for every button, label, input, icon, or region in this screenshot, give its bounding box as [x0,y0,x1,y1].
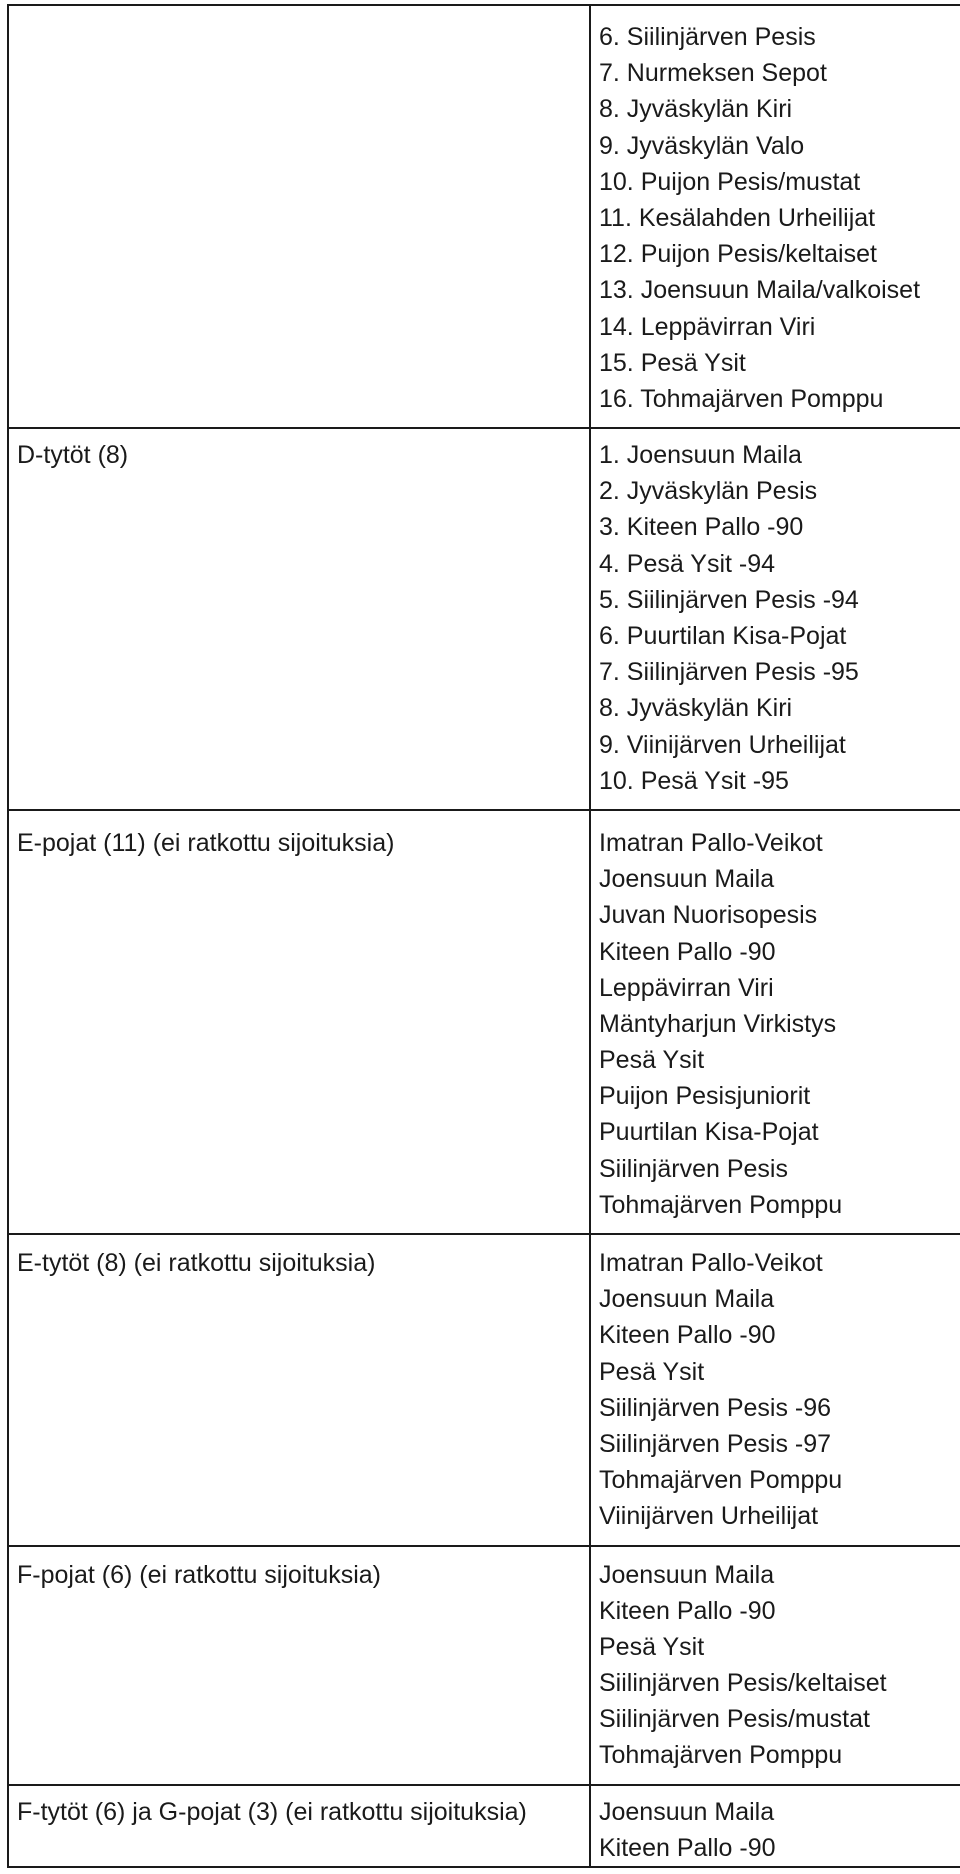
list-item: Kiteen Pallo -90 [599,937,776,966]
category-cell [8,1785,590,1867]
list-item: 10. Pesä Ysit -95 [599,766,789,795]
list-item: Imatran Pallo-Veikot [599,828,823,857]
list-item: Mäntyharjun Virkistys [599,1009,837,1038]
list-item: Tohmajärven Pomppu [599,1466,843,1495]
list-item: Joensuun Maila [599,1797,775,1826]
list-item: Joensuun Maila [599,1560,775,1589]
list-item: 6. Puurtilan Kisa-Pojat [599,622,847,650]
team-list [599,1245,960,1535]
table-row [8,810,960,1234]
category-label: E-tytöt (8) (ei ratkottu sijoituksia) [17,1249,376,1277]
list-item: 12. Puijon Pesis/keltaiset [599,240,877,269]
list-item: Siilinjärven Pesis/mustat [599,1705,870,1734]
list-item: Joensuun Maila [599,865,775,894]
category-cell [8,1546,590,1785]
category-cell [8,428,590,810]
list-item: 8. Jyväskylän Kiri [599,694,793,723]
teams-cell [590,1546,960,1785]
category-label: E-pojat (11) (ei ratkottu sijoituksia) [17,828,395,857]
table-row [8,5,960,428]
team-list [599,19,960,417]
teams-cell [590,1234,960,1546]
list-item: 13. Joensuun Maila/valkoiset [599,276,921,305]
list-item: 10. Puijon Pesis/mustat [599,167,861,196]
results-table-body [8,5,960,1867]
category-label: F-tytöt (6) ja G-pojat (3) (ei ratkottu sijoituksia) [17,1797,527,1826]
list-item: 1. Joensuun Maila [599,441,802,470]
list-item: Kiteen Pallo -90 [599,1596,776,1625]
list-item: Siilinjärven Pesis/keltaiset [599,1669,887,1698]
list-item: 3. Kiteen Pallo -90 [599,513,804,542]
teams-cell [590,810,960,1234]
list-item: 5. Siilinjärven Pesis -94 [599,585,859,614]
list-item: Pesä Ysit [599,1357,705,1386]
teams-cell [590,428,960,810]
list-item: 2. Jyväskylän Pesis [599,477,818,506]
list-item: Puurtilan Kisa-Pojat [599,1118,819,1147]
list-item: Joensuun Maila [599,1285,775,1314]
teams-cell [590,1785,960,1867]
list-item: 4. Pesä Ysit -94 [599,549,776,578]
list-item: 9. Jyväskylän Valo [599,131,805,160]
list-item: Imatran Pallo-Veikot [599,1249,823,1277]
list-item: Kiteen Pallo -90 [599,1321,776,1350]
list-item: 8. Jyväskylän Kiri [599,95,793,124]
team-list [599,437,960,799]
category-label: F-pojat (6) (ei ratkottu sijoituksia) [17,1560,382,1589]
list-item: Puijon Pesisjuniorit [599,1082,811,1111]
list-item: Tohmajärven Pomppu [599,1190,843,1219]
category-label: D-tytöt (8) [17,441,129,470]
list-item: Viinijärven Urheilijat [599,1502,819,1531]
table-row [8,1785,960,1867]
list-item: Kiteen Pallo -90 [599,1833,776,1862]
results-table [7,4,960,1868]
list-item: Tohmajärven Pomppu [599,1741,843,1770]
list-item: Leppävirran Viri [599,973,774,1002]
list-item: Siilinjärven Pesis [599,1154,788,1183]
team-list [599,825,960,1223]
team-list [599,1794,960,1866]
list-item: 6. Siilinjärven Pesis [599,23,816,51]
table-row [8,1546,960,1785]
category-cell [8,1234,590,1546]
list-item: Juvan Nuorisopesis [599,901,818,930]
category-cell [8,5,590,428]
list-item: 7. Nurmeksen Sepot [599,59,827,88]
list-item: Pesä Ysit [599,1632,705,1661]
list-item: 11. Kesälahden Urheilijat [599,203,876,232]
category-cell [8,810,590,1234]
list-item: Pesä Ysit [599,1046,705,1075]
list-item: 14. Leppävirran Viri [599,312,816,341]
list-item: 9. Viinijärven Urheilijat [599,730,846,759]
table-row [8,428,960,810]
list-item: 15. Pesä Ysit [599,348,746,377]
list-item: 7. Siilinjärven Pesis -95 [599,658,859,687]
list-item: Siilinjärven Pesis -96 [599,1393,832,1422]
table-row [8,1234,960,1546]
list-item: Siilinjärven Pesis -97 [599,1429,832,1458]
list-item: 16. Tohmajärven Pomppu [599,384,884,413]
teams-cell [590,5,960,428]
team-list [599,1557,960,1774]
